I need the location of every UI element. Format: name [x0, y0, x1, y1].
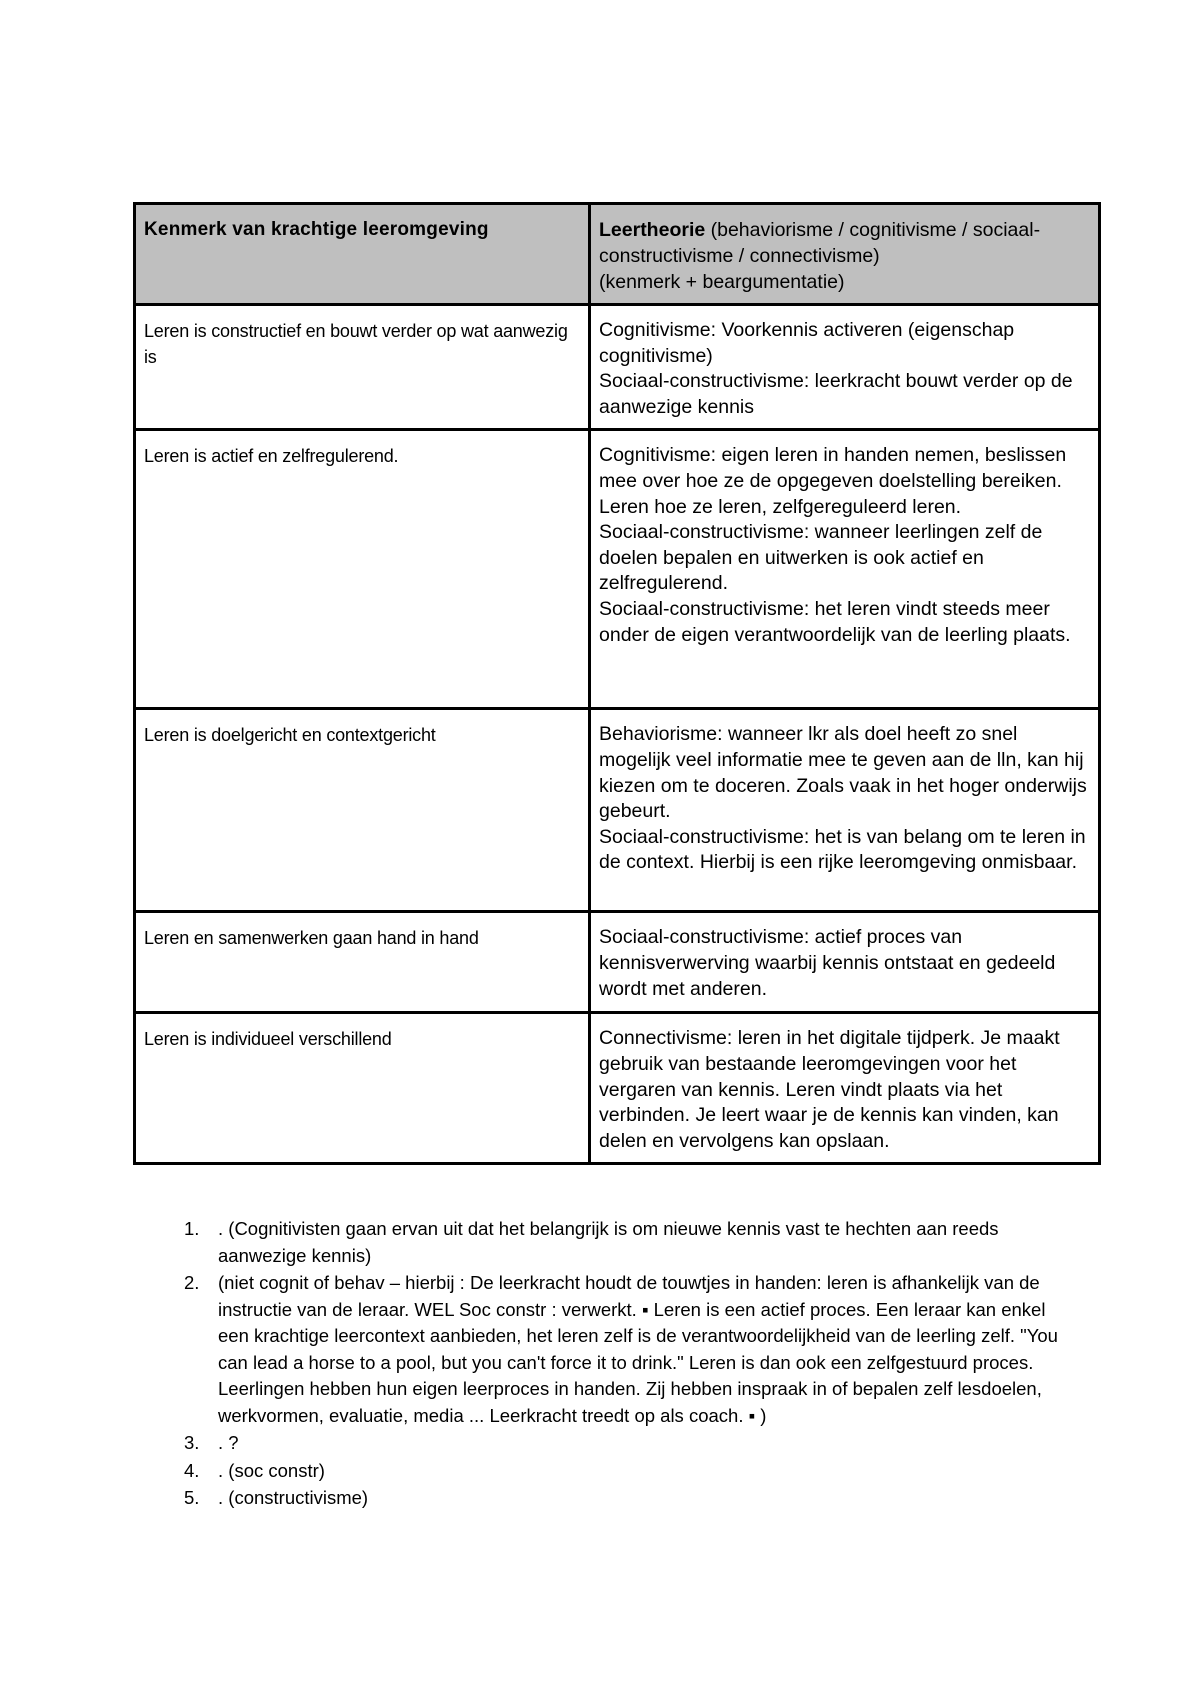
kenmerk-cell: Leren is actief en zelfregulerend. [135, 430, 590, 709]
list-number: 5. [184, 1487, 200, 1508]
theory-line: Sociaal-constructivisme: het leren vindt steeds meer onder de eigen verantwoordelijk van de leerling plaats. [599, 597, 1071, 646]
table-row [135, 912, 1100, 1013]
header-leertheorie-rest: (behaviorisme / cognitivisme / sociaal-constructivisme / connectivisme) [599, 219, 1041, 267]
header-leertheorie-note: (kenmerk + beargumentatie) [599, 271, 845, 293]
kenmerk-cell: Leren is constructief en bouwt verder op wat aanwezig is [135, 305, 590, 430]
list-text: (niet cognit of behav – hierbij : De leerkracht houdt de touwtjes in handen: leren is afhankelijk van de instructie van de leraar. WEL Soc constr : verwerkt. ▪ Leren is een actief proces. Een leraar kan enkel een krachtige leercontext aanbieden, het leren zelf is de verantwoordelijkheid van de leerling zelf. "You can lead a horse to a pool, but you can't force it to drink." Leren is dan ook een zelfgestuurd proces. Leerlingen hebben hun eigen leerproces in handen. Zij hebben inspraak in of bepalen zelf lesdoelen, werkvormen, evaluatie, media ... Leerkracht treedt op als coach. ▪ ) [218, 1272, 1058, 1426]
list-number: 2. [184, 1272, 200, 1293]
leertheorie-cell [590, 709, 1100, 912]
list-item [176, 1216, 1076, 1269]
leertheorie-cell [590, 1013, 1100, 1164]
kenmerk-cell: Leren is doelgericht en contextgericht [135, 709, 590, 912]
leertheorie-cell [590, 912, 1100, 1013]
list-text: . ? [218, 1432, 239, 1453]
list-item [176, 1270, 1076, 1429]
theory-line: Sociaal-constructivisme: leerkracht bouwt verder op de aanwezige kennis [599, 370, 1073, 418]
kenmerk-cell: Leren is individueel verschillend [135, 1013, 590, 1164]
header-leertheorie-text [599, 217, 1090, 269]
theory-line: Behaviorisme: wanneer lkr als doel heeft zo snel mogelijk veel informatie mee te geven aan de lln, kan hij kiezen om te doceren. Zoals vaak in het hoger onderwijs gebeurt. [599, 723, 1087, 823]
leertheorie-cell [590, 430, 1100, 709]
kenmerk-cell: Leren en samenwerken gaan hand in hand [135, 912, 590, 1013]
table-header-row [135, 204, 1100, 305]
list-item [176, 1485, 1076, 1512]
table-row [135, 305, 1100, 430]
table-row [135, 1013, 1100, 1164]
table-row [135, 430, 1100, 709]
header-leertheorie [590, 204, 1100, 305]
list-item [176, 1430, 1076, 1457]
theory-line: Sociaal-constructivisme: het is van belang om te leren in de context. Hierbij is een rijke leeromgeving onmisbaar. [599, 825, 1086, 874]
list-item [176, 1458, 1076, 1485]
leertheorie-cell [590, 305, 1100, 430]
list-number: 1. [184, 1218, 200, 1239]
notes-list [176, 1216, 1076, 1513]
list-number: 4. [184, 1459, 200, 1481]
list-text: . (constructivisme) [218, 1487, 369, 1508]
header-kenmerk-text: Kenmerk van krachtige leeromgeving [144, 219, 489, 240]
list-text: . (Cognitivisten gaan ervan uit dat het belangrijk is om nieuwe kennis vast te hechten aan reeds aanwezige kennis) [218, 1218, 999, 1266]
theory-line: Cognitivisme: eigen leren in handen nemen, beslissen mee over hoe ze de opgegeven doelstelling bereiken. Leren hoe ze leren, zelfgereguleerd leren. [599, 444, 1067, 518]
theory-line: Connectivisme: leren in het digitale tijdperk. Je maakt gebruik van bestaande leeromgevingen voor het vergaren van kennis. Leren vindt plaats via het verbinden. Je leert waar je de kennis kan vinden, kan delen en vervolgens kan opslaan. [599, 1027, 1060, 1152]
header-kenmerk [135, 204, 590, 305]
theory-line: Sociaal-constructivisme: actief proces van kennisverwerving waarbij kennis ontstaat en gedeeld wordt met anderen. [599, 926, 1056, 1000]
list-text: . (soc constr) [218, 1459, 325, 1481]
theory-line: Cognitivisme: Voorkennis activeren (eigenschap cognitivisme) [599, 319, 1015, 367]
theory-line: Sociaal-constructivisme: wanneer leerlingen zelf de doelen bepalen en uitwerken is ook actief en zelfregulerend. [599, 521, 1043, 595]
table-row [135, 709, 1100, 912]
header-leertheorie-bold: Leertheorie [599, 219, 706, 241]
list-number: 3. [184, 1432, 200, 1453]
learning-theory-table [133, 202, 1101, 1165]
